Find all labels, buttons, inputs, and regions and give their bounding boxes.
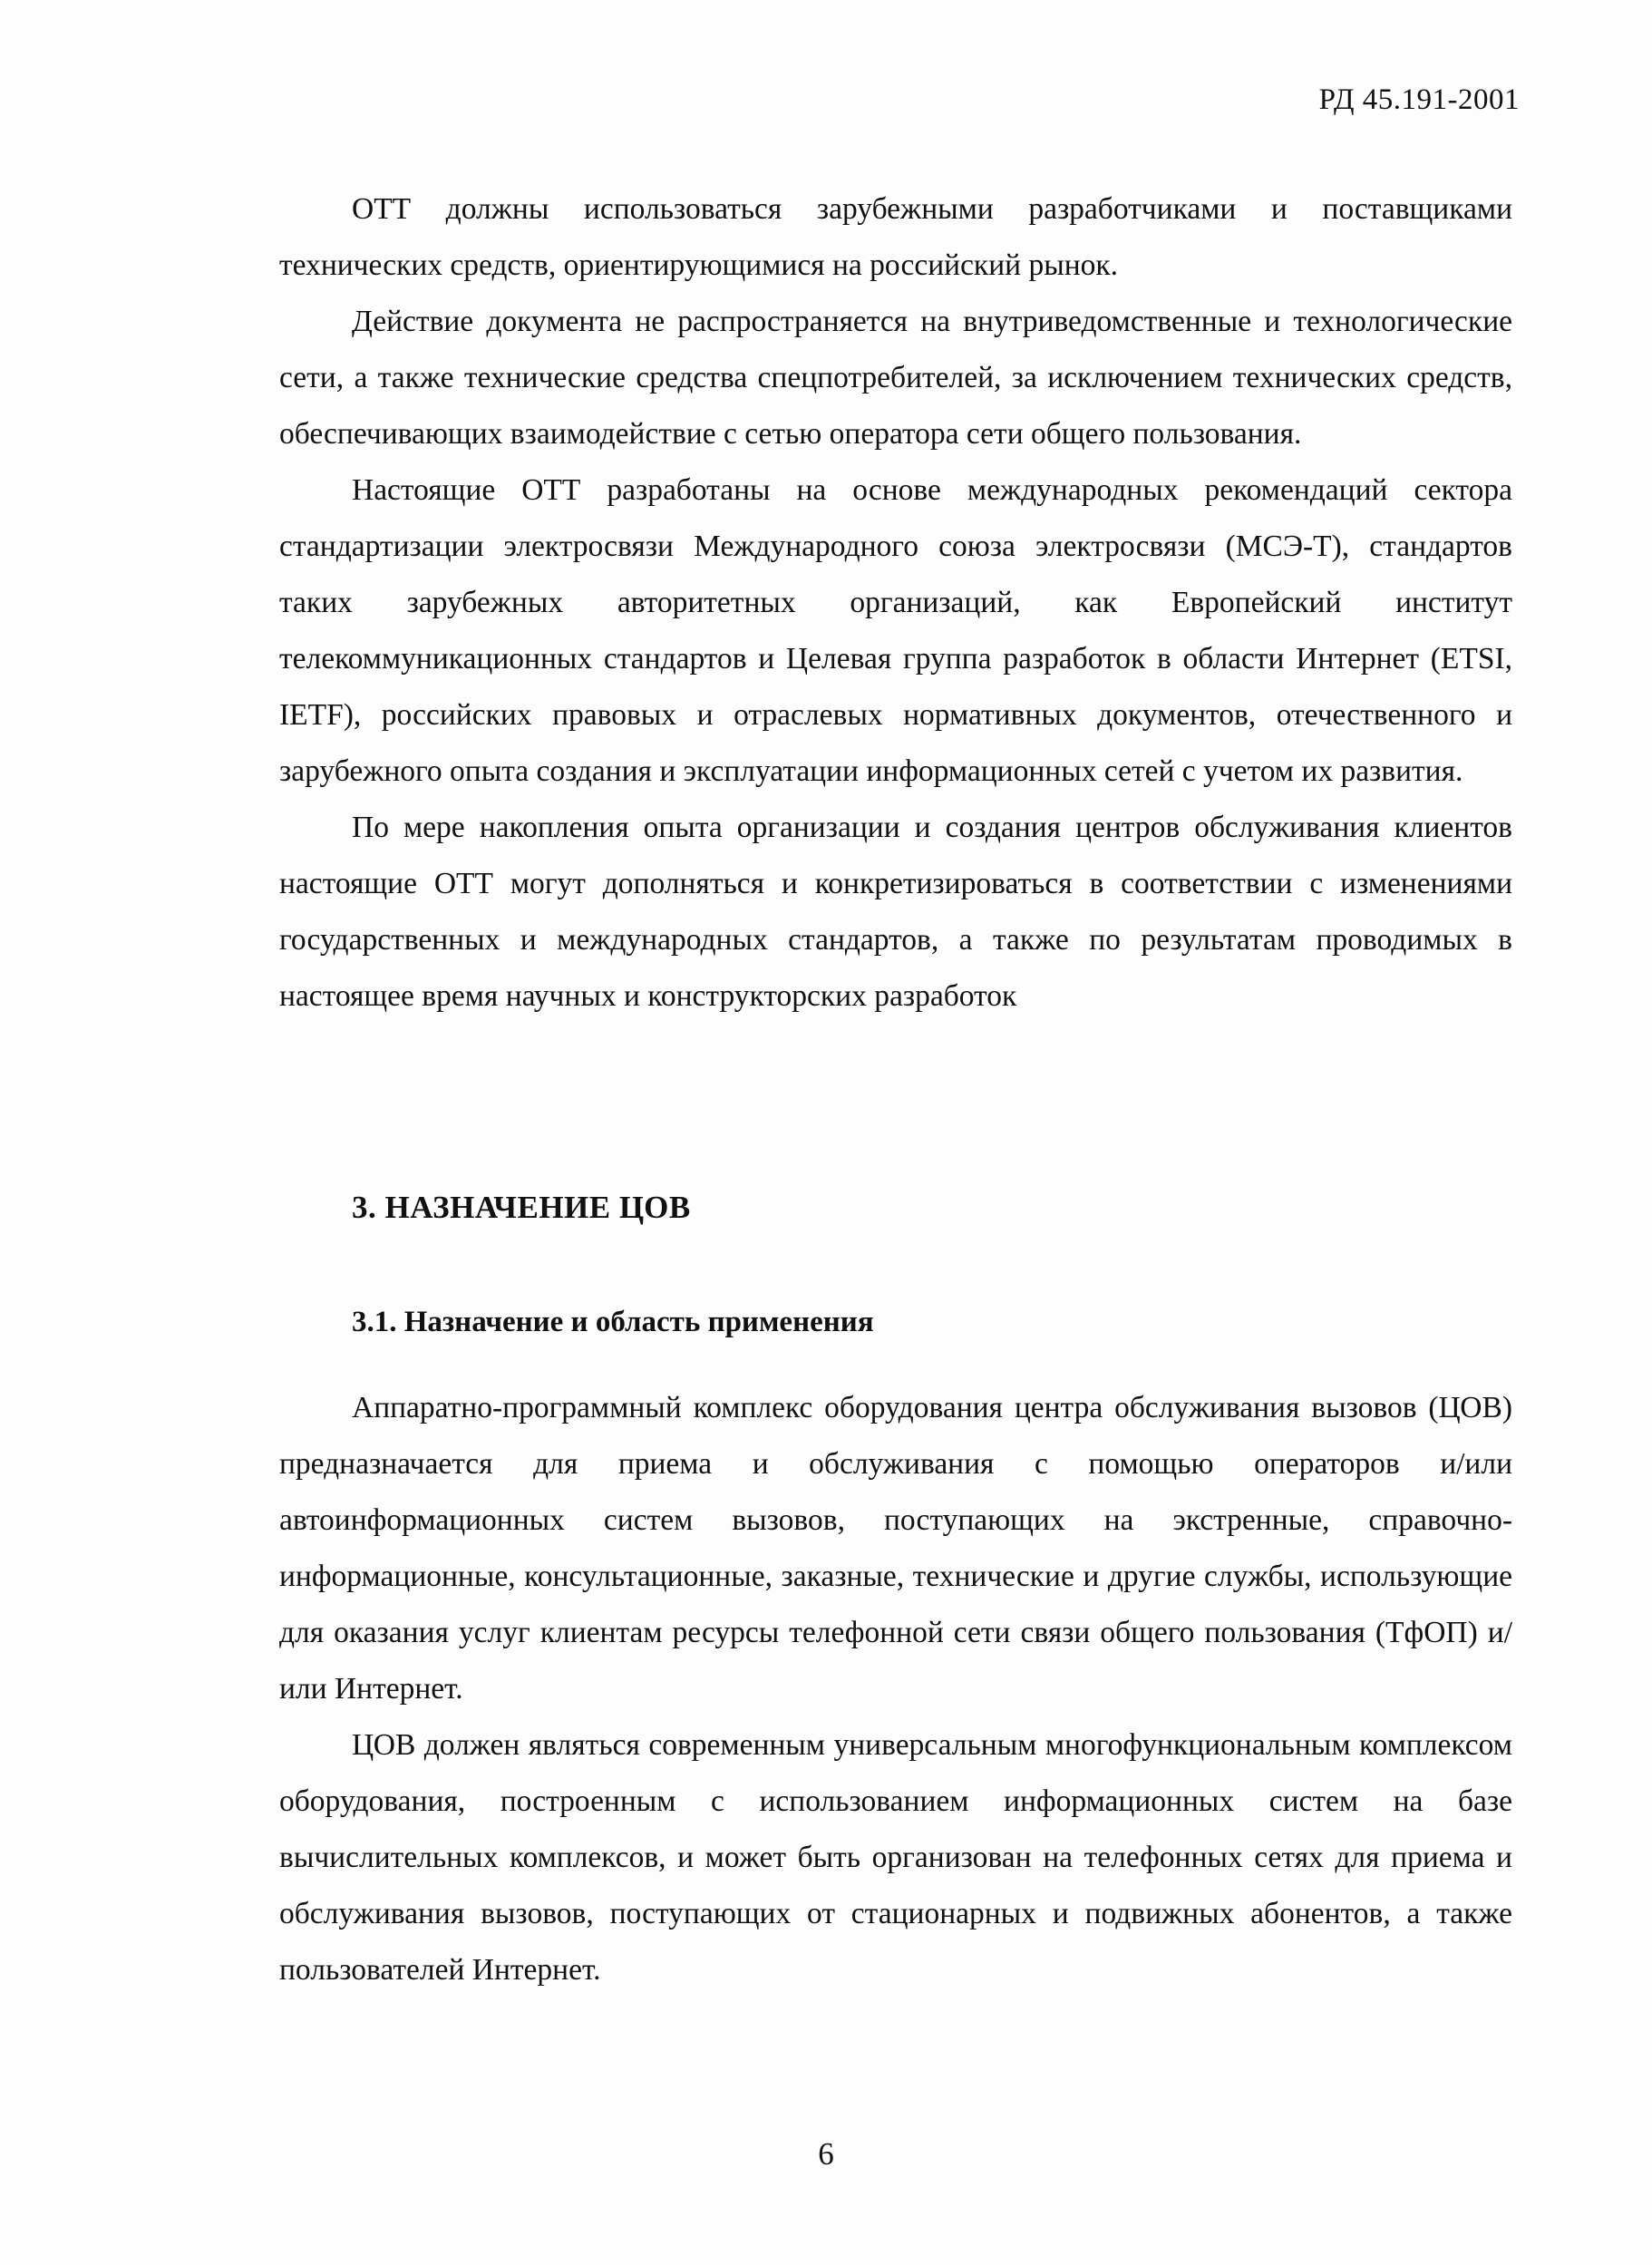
paragraph-scope-exclusions: Действие документа не распространяется на внутриведомственные и технологические сети, а также технические средства спецпотребителей, за исключением технических средств, обеспечивающих взаимодействие с сетью оператора сети общего пользования. [279, 305, 1512, 451]
document-code: РД 45.191-2001 [1318, 83, 1520, 116]
paragraph-cov-description: ЦОВ должен являться современным универсальным многофункциональным комплексом оборудования, построенным с использованием информационных систем на базе вычислительных комплексов, и может быть организован на телефонных сетях для приема и обслуживания вызовов, поступающих от стационарных и подвижных абонентов, а также пользователей Интернет. [279, 1728, 1512, 1987]
section-text-block [279, 1380, 1512, 1998]
paragraph-cov-purpose: Аппаратно-программный комплекс оборудования центра обслуживания вызовов (ЦОВ) предназначается для приема и обслуживания с помощью операторов и/или автоинформационных систем вызовов, поступающих на экстренные, справочно-информационные, консультационные, заказные, технические и другие службы, использующие для оказания услуг клиентам ресурсы телефонной сети связи общего пользования (ТфОП) и/или Интернет. [279, 1391, 1512, 1706]
section-heading: 3. НАЗНАЧЕНИЕ ЦОВ [352, 1190, 691, 1225]
page-number: 6 [818, 2136, 834, 2172]
paragraph-updates: По мере накопления опыта организации и создания центров обслуживания клиентов настоящие ОТТ могут дополняться и конкретизироваться в соответствии с изменениями государственных и международных стандартов, а также по результатам проводимых в настоящее время научных и конструкторских разработок [279, 811, 1512, 1013]
intro-text-block [279, 181, 1512, 1025]
paragraph-ott-usage: ОТТ должны использоваться зарубежными разработчиками и поставщиками технических средств, ориентирующимися на российский рынок. [279, 192, 1512, 282]
paragraph-basis: Настоящие ОТТ разработаны на основе международных рекомендаций сектора стандартизации электросвязи Международного союза электросвязи (МСЭ-Т), стандартов таких зарубежных авторитетных организаций, как Европейский институт телекоммуникационных стандартов и Целевая группа разработок в области Интернет (ETSI, IETF), российских правовых и отраслевых нормативных документов, отечественного и зарубежного опыта создания и эксплуатации информационных сетей с учетом их развития. [279, 473, 1512, 788]
subsection-heading: 3.1. Назначение и область применения [352, 1306, 874, 1338]
